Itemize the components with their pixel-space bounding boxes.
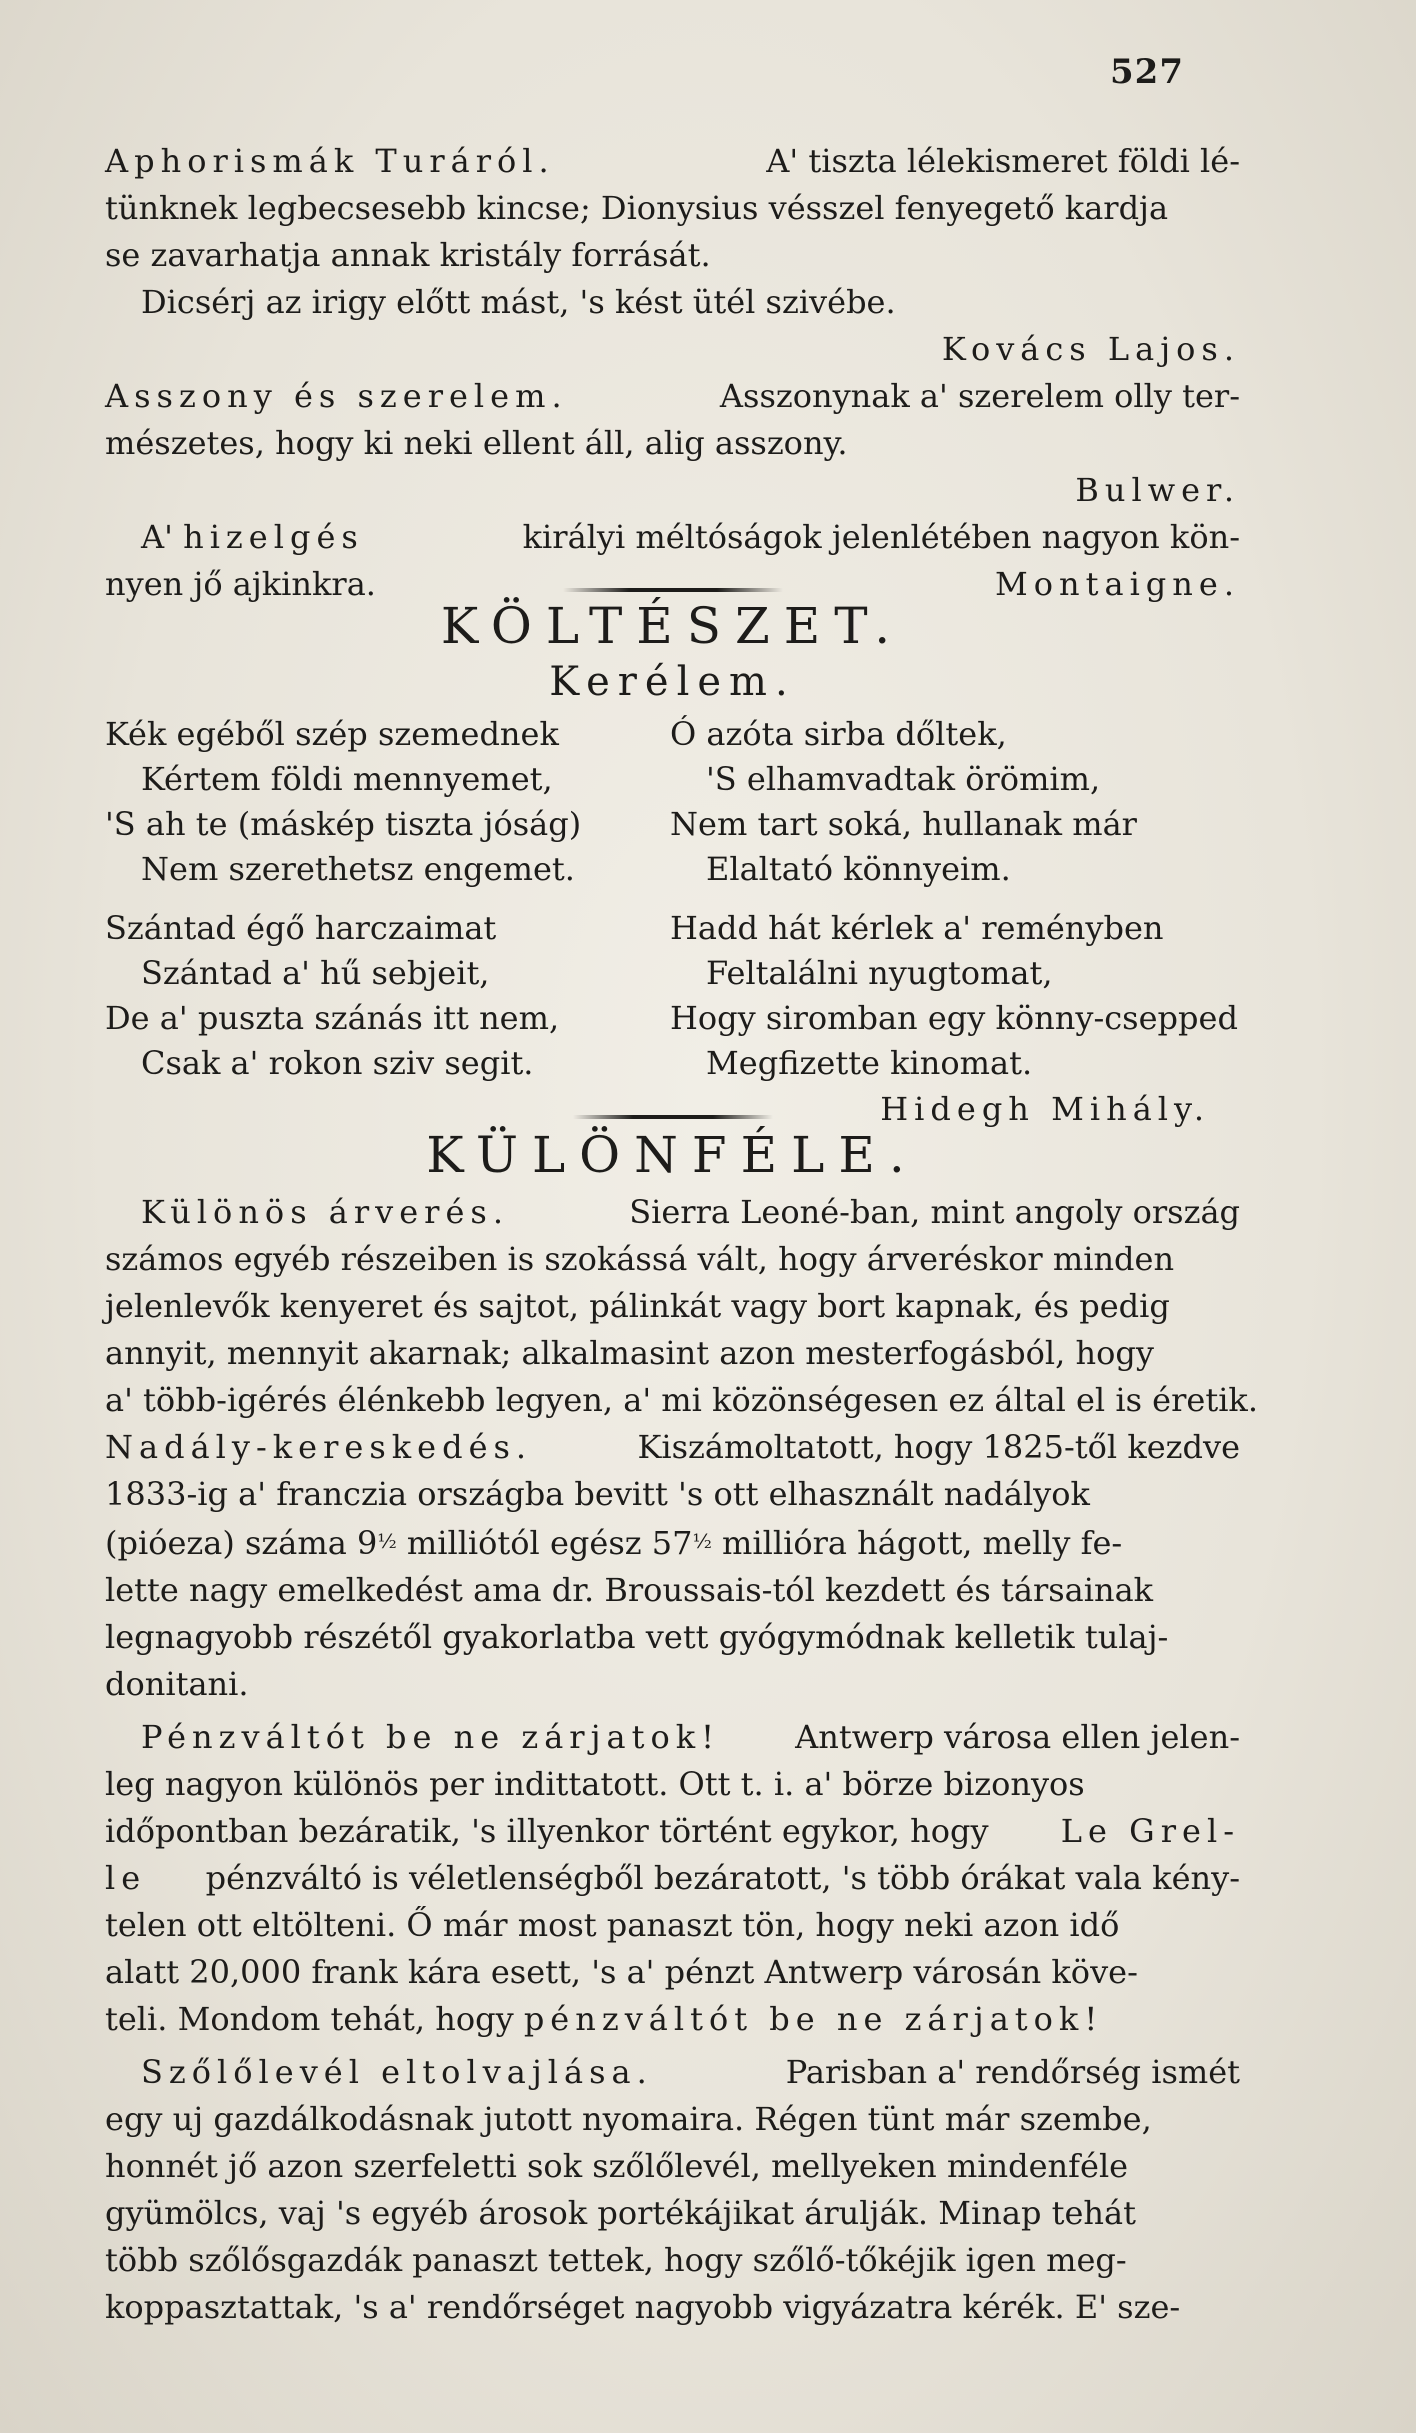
text-span: időpontban bezáratik, 's illyenkor történt egykor, hogy xyxy=(105,1812,989,1850)
text-line: lette nagy emelkedést ama dr. Broussais-tól kezdett és társainak xyxy=(105,1571,1154,1609)
text-line: se zavarhatja annak kristály forrását. xyxy=(105,236,711,274)
text-span: pénzváltó is véletlenségből bezáratott, 's több órákat vala kény- xyxy=(205,1859,1240,1897)
text-line: több szőlősgazdák panaszt tettek, hogy szőlő-tőkéjik igen meg- xyxy=(105,2241,1127,2279)
verse-line: Szántad a' hű sebjeit, xyxy=(141,954,490,992)
author-signature: Kovács Lajos. xyxy=(941,330,1240,368)
text-span: A' xyxy=(141,518,173,556)
text-line: legnagyobb részétől gyakorlatba vett gyógymódnak kelletik tulaj- xyxy=(105,1618,1169,1656)
verse-line: 'S ah te (máskép tiszta jóság) xyxy=(105,805,582,843)
poem-left-column xyxy=(105,712,665,1086)
article-title: Pénzváltót be ne zárjatok! xyxy=(141,1718,720,1756)
text-line: tünknek legbecsesebb kincse; Dionysius vésszel fenyegető kardja xyxy=(105,189,1169,227)
text-span: Sierra Leoné-ban, mint angoly ország xyxy=(629,1193,1240,1231)
aphorism-title: Aphorismák Turáról. xyxy=(105,142,555,180)
text-line: a' több-igérés élénkebb legyen, a' mi közönségesen ez által el is éretik. xyxy=(105,1381,1258,1419)
article-auction xyxy=(105,1189,1258,1424)
verse-line: Kértem földi mennyemet, xyxy=(141,760,553,798)
section-divider xyxy=(563,588,783,592)
poem xyxy=(105,712,1240,1086)
fraction: ½ xyxy=(377,1529,397,1553)
section-divider xyxy=(573,1115,773,1119)
text-line: mészetes, hogy ki neki ellent áll, alig asszony. xyxy=(105,424,848,462)
text-line: honnét jő azon szerfeletti sok szőlőlevél, mellyeken mindenféle xyxy=(105,2147,1129,2185)
verse-line: Elaltató könnyeim. xyxy=(706,850,1011,888)
poetry-section xyxy=(105,588,1240,1133)
verse-line: Nem tart soká, hullanak már xyxy=(670,805,1137,843)
verse-line: Kék egéből szép szemednek xyxy=(105,715,559,753)
text-line: gyümölcs, vaj 's egyéb árosok portékájikat árulják. Minap tehát xyxy=(105,2194,1136,2232)
stanza xyxy=(105,906,665,1086)
text-span xyxy=(105,514,364,561)
verse-line: Feltalálni nyugtomat, xyxy=(706,954,1053,992)
text-line: 1833-ig a' franczia országba bevitt 's ott elhasznált nadályok xyxy=(105,1475,1090,1513)
text-line xyxy=(105,1424,1240,1471)
text-line xyxy=(105,1808,1240,1855)
verse-line: 'S elhamvadtak örömim, xyxy=(706,760,1101,798)
verse-line: Megfizette kinomat. xyxy=(706,1044,1033,1082)
article-vineleaf xyxy=(105,2049,1240,2331)
text-line xyxy=(105,2049,1240,2096)
fraction: ½ xyxy=(692,1529,712,1553)
verse-line: De a' puszta szánás itt nem, xyxy=(105,999,560,1037)
author-signature: Bulwer. xyxy=(1075,471,1240,509)
text-line: koppasztattak, 's a' rendőrséget nagyobb vigyázatra kérék. E' sze- xyxy=(105,2288,1181,2326)
article-title: Szőlőlevél eltolvajlása. xyxy=(141,2053,653,2091)
article-leeches xyxy=(105,1424,1240,1708)
verse-line: Ó azóta sirba dőltek, xyxy=(670,715,1007,753)
text-span: nyen jő ajkinkra. xyxy=(105,565,376,603)
article-title: Különös árverés. xyxy=(141,1193,509,1231)
text-line xyxy=(105,1855,1240,1902)
text-line xyxy=(105,373,1240,420)
text-line xyxy=(105,1518,1240,1567)
text-line: telen ott eltölteni. Ő már most panaszt tön, hogy neki azon idő xyxy=(105,1906,1120,1944)
text-line: alatt 20,000 frank kára esett, 's a' pénzt Antwerp városán köve- xyxy=(105,1953,1138,1991)
text-span: királyi méltóságok jelenlétében nagyon kön- xyxy=(522,518,1240,556)
verse-line: Szántad égő harczaimat xyxy=(105,909,497,947)
verse-line: Csak a' rokon sziv segit. xyxy=(141,1044,534,1082)
section-title: KÖLTÉSZET. xyxy=(440,597,905,655)
text-span: millióra hágott, melly fe- xyxy=(711,1524,1123,1562)
stanza xyxy=(670,906,1240,1086)
text-span: milliótól egész 57 xyxy=(396,1524,693,1562)
text-span: Parisban a' rendőrség ismét xyxy=(785,2053,1240,2091)
emphasis: pénzváltót be ne zárjatok! xyxy=(523,2000,1104,2038)
article-moneychanger xyxy=(105,1714,1240,2043)
verse-line: Hogy siromban egy könny-csepped xyxy=(670,999,1238,1037)
text-line xyxy=(105,1996,1240,2043)
aphorisms-section xyxy=(105,138,1240,608)
text-line: leg nagyon különös per indittatott. Ott t. i. a' börze bizonyos xyxy=(105,1765,1085,1803)
author-signature: Hidegh Mihály. xyxy=(880,1090,1210,1128)
text-line: egy uj gazdálkodásnak jutott nyomaira. Régen tünt már szembe, xyxy=(105,2100,1152,2138)
verse-line: Nem szerethetsz engemet. xyxy=(141,850,575,888)
person-name: le xyxy=(105,1859,147,1897)
text-line: számos egyéb részeiben is szokássá vált, hogy árveréskor minden xyxy=(105,1240,1175,1278)
verse-line: Hadd hát kérlek a' reményben xyxy=(670,909,1164,947)
stanza xyxy=(670,712,1240,892)
author-signature: Montaigne. xyxy=(994,565,1240,603)
text-span: (pióeza) száma 9 xyxy=(105,1524,378,1562)
text-span: Asszonynak a' szerelem olly ter- xyxy=(719,377,1240,415)
article-title: Nadály-kereskedés. xyxy=(105,1428,533,1466)
aphorism-title: Asszony és szerelem. xyxy=(105,377,568,415)
text-line: annyit, mennyit akarnak; alkalmasint azon mesterfogásból, hogy xyxy=(105,1334,1154,1372)
page-number: 527 xyxy=(1110,52,1184,92)
text-line xyxy=(105,514,1240,561)
text-line: donitani. xyxy=(105,1665,249,1703)
poem-right-column xyxy=(670,712,1240,1086)
text-line: Dicsérj az irigy előtt mást, 's kést ütél szivébe. xyxy=(141,283,896,321)
miscellany-section xyxy=(105,1115,1258,2331)
text-span: Antwerp városa ellen jelen- xyxy=(795,1718,1240,1756)
person-name: Le Grel- xyxy=(1060,1812,1240,1850)
text-line xyxy=(105,1714,1240,1761)
section-title: KÜLÖNFÉLE. xyxy=(426,1126,919,1184)
text-line: jelenlevők kenyeret és sajtot, pálinkát vagy bort kapnak, és pedig xyxy=(105,1287,1170,1325)
text-span: A' tiszta lélekismeret földi lé- xyxy=(766,142,1240,180)
stanza xyxy=(105,712,665,892)
text-line xyxy=(105,138,1240,185)
aphorism-title: hizelgés xyxy=(183,518,364,556)
text-line xyxy=(105,1189,1240,1236)
text-span: Kiszámoltatott, hogy 1825-től kezdve xyxy=(637,1428,1240,1466)
text-span: teli. Mondom tehát, hogy xyxy=(105,2000,514,2038)
poem-title: Kerélem. xyxy=(549,659,796,705)
